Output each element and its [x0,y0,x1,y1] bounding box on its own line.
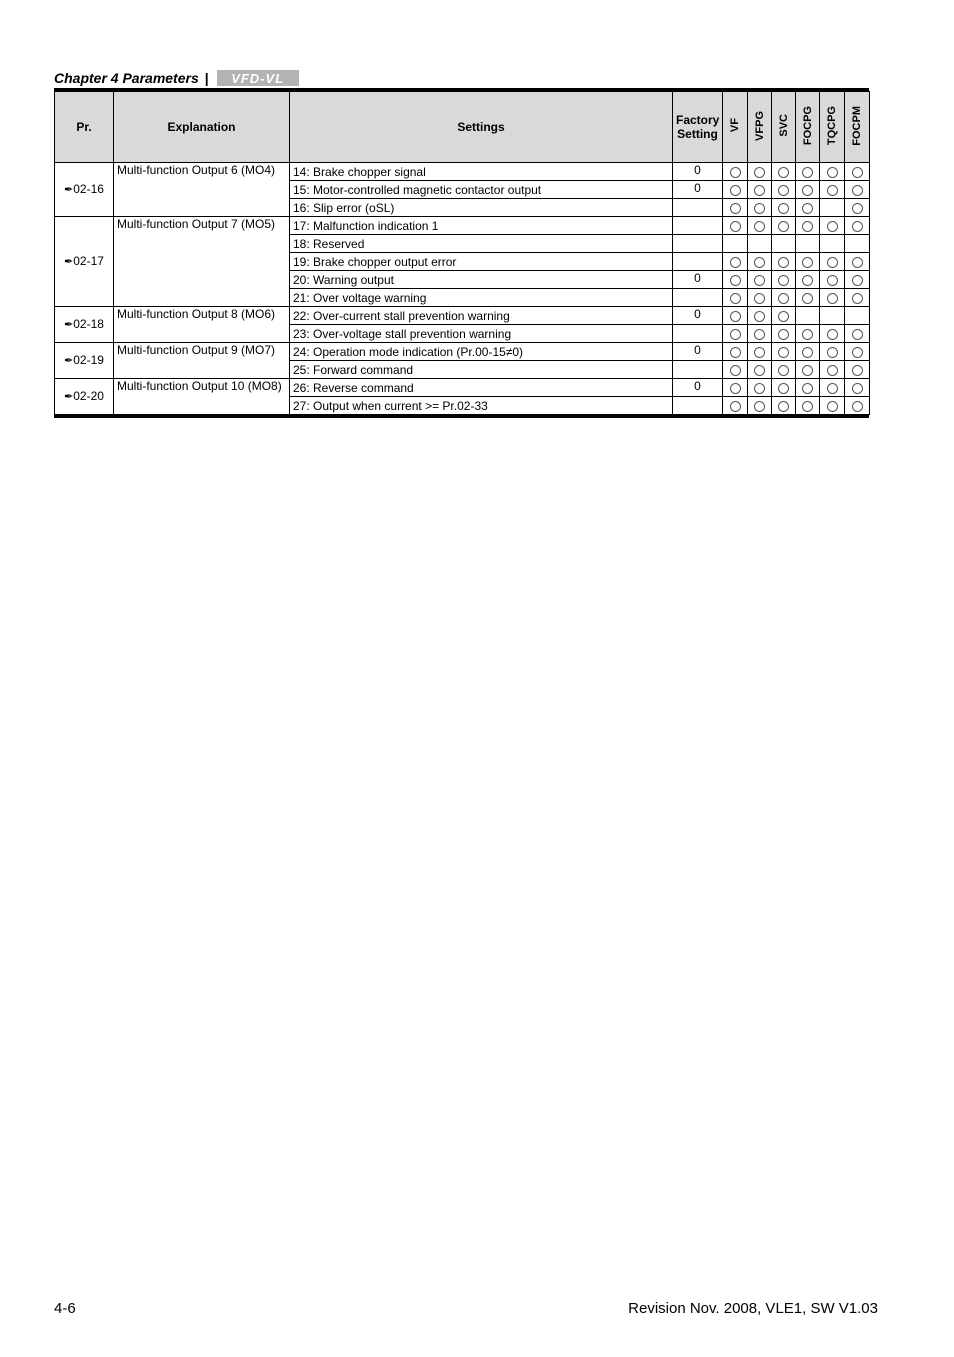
revision-info: Revision Nov. 2008, VLE1, SW V1.03 [628,1300,878,1317]
circle-icon [852,167,863,178]
pen-icon: ✒ [64,355,74,367]
circle-icon [827,365,838,376]
circle-icon [852,185,863,196]
circle-icon [827,257,838,268]
circle-icon [730,329,741,340]
circle-icon [754,311,765,322]
circle-icon [802,329,813,340]
mode-cell [723,325,748,343]
col-focpm: FOCPM [845,92,870,163]
mode-cell [748,289,772,307]
param-setting: 14: Brake chopper signal [290,163,673,181]
param-number: ✒02-18 [55,307,114,343]
mode-cell [723,181,748,199]
pen-icon: ✒ [64,256,74,268]
circle-icon [730,185,741,196]
param-setting: 26: Reverse command [290,379,673,397]
circle-icon [827,221,838,232]
circle-icon [802,185,813,196]
factory-setting [673,217,723,235]
mode-cell [748,343,772,361]
mode-cell [820,289,845,307]
param-setting: 24: Operation mode indication (Pr.00-15≠0) [290,343,673,361]
circle-icon [852,401,863,412]
chapter-title: Chapter 4 Parameters [54,70,199,86]
mode-cell [820,379,845,397]
table-row [55,217,870,235]
param-explanation: Multi-function Output 7 (MO5) [114,217,290,307]
mode-cell [796,271,820,289]
mode-cell [748,235,772,253]
circle-icon [778,203,789,214]
param-setting: 27: Output when current >= Pr.02-33 [290,397,673,415]
mode-cell [748,397,772,415]
circle-icon [827,167,838,178]
mode-cell [772,325,796,343]
circle-icon [778,293,789,304]
circle-icon [827,293,838,304]
mode-cell [748,307,772,325]
mode-cell [820,253,845,271]
param-number: ✒02-19 [55,343,114,379]
circle-icon [827,347,838,358]
mode-cell [772,271,796,289]
mode-cell [820,163,845,181]
mode-cell [845,289,870,307]
mode-cell [845,217,870,235]
factory-setting: 0 [673,181,723,199]
circle-icon [778,383,789,394]
col-explanation: Explanation [114,92,290,163]
circle-icon [852,221,863,232]
circle-icon [827,383,838,394]
circle-icon [754,347,765,358]
param-explanation: Multi-function Output 8 (MO6) [114,307,290,343]
param-setting: 18: Reserved [290,235,673,253]
circle-icon [802,275,813,286]
circle-icon [730,365,741,376]
mode-cell [845,361,870,379]
param-setting: 20: Warning output [290,271,673,289]
mode-cell [723,199,748,217]
circle-icon [730,383,741,394]
factory-setting [673,253,723,271]
circle-icon [827,401,838,412]
param-number: ✒02-20 [55,379,114,415]
factory-setting: 0 [673,271,723,289]
mode-cell [748,163,772,181]
mode-cell [845,307,870,325]
circle-icon [827,329,838,340]
mode-cell [796,307,820,325]
mode-cell [723,307,748,325]
param-setting: 25: Forward command [290,361,673,379]
table-header [55,92,870,163]
mode-cell [796,235,820,253]
factory-setting: 0 [673,379,723,397]
factory-setting: 0 [673,307,723,325]
mode-cell [796,343,820,361]
mode-cell [723,235,748,253]
col-settings: Settings [290,92,673,163]
circle-icon [778,311,789,322]
pen-icon: ✒ [64,184,74,196]
factory-setting [673,235,723,253]
circle-icon [802,365,813,376]
circle-icon [852,329,863,340]
mode-cell [796,181,820,199]
param-explanation: Multi-function Output 9 (MO7) [114,343,290,379]
circle-icon [754,365,765,376]
factory-setting: 0 [673,343,723,361]
factory-setting [673,361,723,379]
mode-cell [723,361,748,379]
mode-cell [820,217,845,235]
table-body [55,163,870,415]
mode-cell [796,163,820,181]
mode-cell [723,289,748,307]
param-setting: 21: Over voltage warning [290,289,673,307]
circle-icon [730,221,741,232]
col-vf: VF [723,92,748,163]
param-setting: 23: Over-voltage stall prevention warning [290,325,673,343]
param-setting: 15: Motor-controlled magnetic contactor output [290,181,673,199]
mode-cell [748,199,772,217]
mode-cell [772,343,796,361]
mode-cell [820,181,845,199]
circle-icon [778,347,789,358]
mode-cell [796,289,820,307]
mode-cell [772,199,796,217]
factory-setting: 0 [673,163,723,181]
col-svc: SVC [772,92,796,163]
mode-cell [723,343,748,361]
mode-cell [820,271,845,289]
circle-icon [730,203,741,214]
circle-icon [852,365,863,376]
mode-cell [796,199,820,217]
factory-setting [673,397,723,415]
col-pr: Pr. [55,92,114,163]
circle-icon [802,383,813,394]
mode-cell [796,217,820,235]
circle-icon [852,203,863,214]
mode-cell [748,361,772,379]
circle-icon [802,401,813,412]
mode-cell [748,217,772,235]
factory-setting [673,325,723,343]
circle-icon [778,275,789,286]
mode-cell [748,253,772,271]
circle-icon [754,185,765,196]
mode-cell [820,307,845,325]
mode-cell [820,361,845,379]
col-tqcpg: TQCPG [820,92,845,163]
circle-icon [778,221,789,232]
circle-icon [754,293,765,304]
mode-cell [845,235,870,253]
circle-icon [802,203,813,214]
table-row [55,307,870,325]
param-number: ✒02-16 [55,163,114,217]
mode-cell [820,325,845,343]
mode-cell [748,181,772,199]
mode-cell [772,163,796,181]
mode-cell [845,325,870,343]
mode-cell [772,397,796,415]
circle-icon [802,167,813,178]
param-setting: 17: Malfunction indication 1 [290,217,673,235]
mode-cell [796,397,820,415]
mode-cell [772,289,796,307]
mode-cell [723,253,748,271]
mode-cell [772,379,796,397]
param-setting: 22: Over-current stall prevention warning [290,307,673,325]
col-factory-setting: Factory Setting [673,92,723,163]
circle-icon [852,275,863,286]
header-separator: | [204,70,209,86]
mode-cell [845,199,870,217]
circle-icon [730,293,741,304]
table-row [55,343,870,361]
mode-cell [845,379,870,397]
circle-icon [827,275,838,286]
table-row [55,163,870,181]
vfd-vl-logo: VFD-VL [217,70,299,86]
circle-icon [852,347,863,358]
mode-cell [723,217,748,235]
circle-icon [827,185,838,196]
mode-cell [845,271,870,289]
circle-icon [852,257,863,268]
circle-icon [852,293,863,304]
circle-icon [730,275,741,286]
circle-icon [730,257,741,268]
circle-icon [754,329,765,340]
circle-icon [852,383,863,394]
circle-icon [802,347,813,358]
mode-cell [772,253,796,271]
mode-cell [845,181,870,199]
mode-cell [748,325,772,343]
mode-cell [796,253,820,271]
circle-icon [778,401,789,412]
table-row [55,379,870,397]
circle-icon [778,257,789,268]
circle-icon [802,257,813,268]
circle-icon [730,347,741,358]
param-number: ✒02-17 [55,217,114,307]
pen-icon: ✒ [64,319,74,331]
circle-icon [778,329,789,340]
mode-cell [772,181,796,199]
mode-cell [748,271,772,289]
circle-icon [754,383,765,394]
param-setting: 16: Slip error (oSL) [290,199,673,217]
col-vfpg: VFPG [748,92,772,163]
page-number: 4-6 [54,1300,76,1317]
mode-cell [820,199,845,217]
circle-icon [730,167,741,178]
param-setting: 19: Brake chopper output error [290,253,673,271]
mode-cell [845,253,870,271]
factory-setting [673,289,723,307]
mode-cell [772,361,796,379]
circle-icon [730,401,741,412]
circle-icon [778,167,789,178]
circle-icon [754,221,765,232]
parameters-table [54,91,870,415]
mode-cell [723,379,748,397]
circle-icon [754,167,765,178]
factory-setting [673,199,723,217]
circle-icon [754,257,765,268]
param-explanation: Multi-function Output 10 (MO8) [114,379,290,415]
mode-cell [845,343,870,361]
mode-cell [845,163,870,181]
col-focpg: FOCPG [796,92,820,163]
pen-icon: ✒ [64,391,74,403]
circle-icon [754,401,765,412]
mode-cell [772,235,796,253]
mode-cell [723,397,748,415]
mode-cell [820,343,845,361]
mode-cell [772,307,796,325]
circle-icon [778,365,789,376]
mode-cell [772,217,796,235]
mode-cell [723,163,748,181]
mode-cell [723,271,748,289]
circle-icon [730,311,741,322]
circle-icon [802,293,813,304]
chapter-header [54,67,299,89]
mode-cell [796,361,820,379]
param-explanation: Multi-function Output 6 (MO4) [114,163,290,217]
mode-cell [820,397,845,415]
mode-cell [820,235,845,253]
mode-cell [796,379,820,397]
mode-cell [796,325,820,343]
circle-icon [778,185,789,196]
circle-icon [754,275,765,286]
bottom-rule [54,415,869,418]
mode-cell [845,397,870,415]
circle-icon [754,203,765,214]
mode-cell [748,379,772,397]
circle-icon [802,221,813,232]
